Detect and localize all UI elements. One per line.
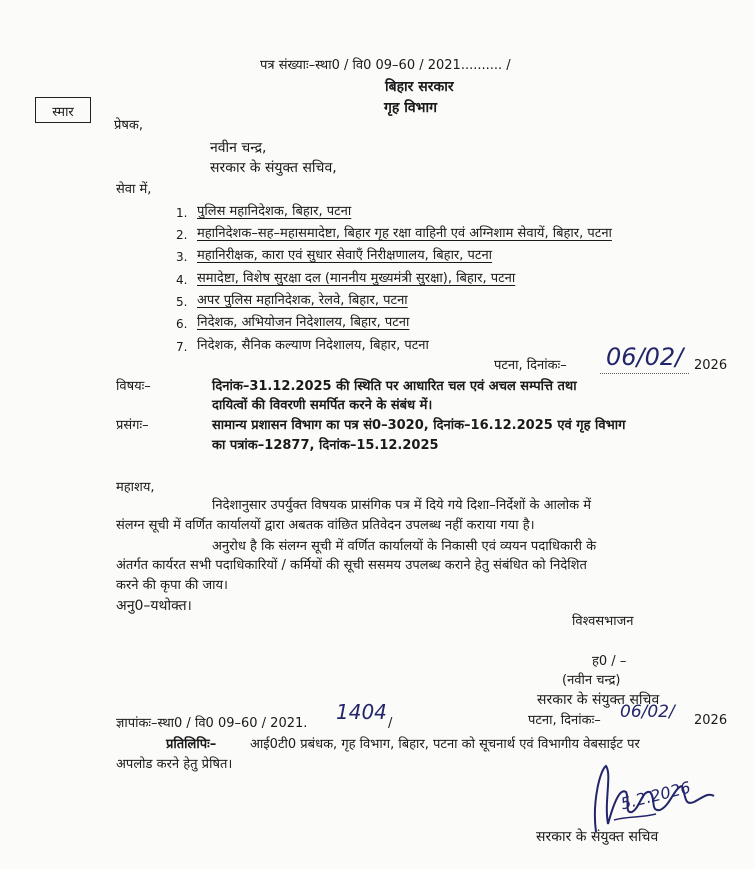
reference-line-1: सामान्य प्रशासन विभाग का पत्र सं0–3020, दिनांक–16.12.2025 एवं गृह विभाग xyxy=(212,418,626,433)
closing-name: (नवीन चन्द्र) xyxy=(562,673,621,688)
sender-label: प्रेषक, xyxy=(114,118,144,133)
memo-end: / xyxy=(388,716,393,731)
enclosure-note: अनु0–यथोक्त। xyxy=(116,598,192,614)
to-label: सेवा में, xyxy=(116,182,152,197)
closing-yours: विश्वसभाजन xyxy=(572,614,634,629)
list-item-number: 7. xyxy=(176,340,188,354)
closing-signed: ह0 / – xyxy=(592,654,627,669)
salutation: महाशय, xyxy=(116,480,155,495)
body-paragraph-2-line-2: अंतर्गत कार्यरत सभी पदाधिकारियों / कर्मियों की सूची ससमय उपलब्ध कराने हेतु संबंधित को निदेशित xyxy=(116,558,587,573)
reference-line-2: का पत्रांक–12877, दिनांक–15.12.2025 xyxy=(212,438,439,453)
list-item-text: निदेशक, अभियोजन निदेशालय, बिहार, पटना xyxy=(197,315,410,330)
list-item-text: महानिरीक्षक, कारा एवं सुधार सेवाएँ निरीक्षणालय, बिहार, पटना xyxy=(197,248,493,263)
department-name: गृह विभाग xyxy=(384,100,437,116)
memo-handwritten-date: 06/02/ xyxy=(620,702,675,722)
subject-line-1: दिनांक–31.12.2025 की स्थिति पर आधारित चल एवं अचल सम्पत्ति तथा xyxy=(212,379,577,394)
memo-handwritten-number: 1404 xyxy=(336,700,387,724)
copy-label: प्रतिलिपिः– xyxy=(166,737,217,752)
list-item-text: अपर पुलिस महानिदेशक, रेलवे, बिहार, पटना xyxy=(197,293,408,308)
date-year: 2026 xyxy=(694,358,728,373)
reminder-badge-label: स्मार xyxy=(52,105,74,120)
list-item-text: महानिदेशक–सह–महासमादेष्टा, बिहार गृह रक्षा वाहिनी एवं अग्निशाम सेवायें, बिहार, पटना xyxy=(197,226,612,241)
signature-designation: सरकार के संयुक्त सचिव xyxy=(536,829,659,845)
list-item-number: 3. xyxy=(176,250,188,264)
list-item-text: निदेशक, सैनिक कल्याण निदेशालय, बिहार, पटना xyxy=(197,338,429,353)
reminder-badge xyxy=(35,97,91,123)
body-paragraph-2-line-1: अनुरोध है कि संलग्न सूची में वर्णित कार्यालयों के निकासी एवं व्ययन पदाधिकारी के xyxy=(212,539,597,554)
list-item-number: 4. xyxy=(176,273,188,287)
list-item-number: 1. xyxy=(176,206,188,220)
government-name: बिहार सरकार xyxy=(385,79,454,95)
sender-name: नवीन चन्द्र, xyxy=(210,140,267,156)
memo-date-prefix: पटना, दिनांकः– xyxy=(528,713,601,728)
subject-label: विषयः– xyxy=(116,379,151,394)
signature-date: 5.2.2026 xyxy=(618,777,693,814)
memo-year: 2026 xyxy=(694,713,728,728)
closing-designation: सरकार के संयुक्त सचिव xyxy=(537,692,660,708)
list-item-number: 6. xyxy=(176,317,188,331)
sender-designation: सरकार के संयुक्त सचिव, xyxy=(210,160,337,176)
subject-line-2: दायित्वों की विवरणी समर्पित करने के संबंध में। xyxy=(212,398,433,413)
list-item-text: पुलिस महानिदेशक, बिहार, पटना xyxy=(197,204,352,219)
body-paragraph-1-line-1: निदेशानुसार उपर्युक्त विषयक प्रासंगिक पत्र में दिये गये दिशा–निर्देशों के आलोक में xyxy=(212,498,591,513)
body-paragraph-2-line-3: करने की कृपा की जाय। xyxy=(116,578,228,593)
copy-line-1: आई0टी0 प्रबंधक, गृह विभाग, बिहार, पटना को सूचनार्थ एवं विभागीय वेबसाईट पर xyxy=(250,737,640,752)
body-paragraph-1-line-2: संलग्न सूची में वर्णित कार्यालयों द्वारा अबतक वांछित प्रतिवेदन उपलब्ध नहीं कराया गया है। xyxy=(116,518,535,533)
reference-label: प्रसंगः– xyxy=(116,418,149,433)
list-item-text: समादेष्टा, विशेष सुरक्षा दल (माननीय मुख्यमंत्री सुरक्षा), बिहार, पटना xyxy=(197,271,516,286)
handwritten-date: 06/02/ xyxy=(600,343,689,374)
copy-line-2: अपलोड करने हेतु प्रेषित। xyxy=(116,757,233,772)
date-prefix: पटना, दिनांकः– xyxy=(494,358,567,373)
memo-number: ज्ञापांकः–स्था0 / वि0 09–60 / 2021. xyxy=(116,716,308,731)
letter-number: पत्र संख्याः–स्था0 / वि0 09–60 / 2021.......... / xyxy=(260,58,511,73)
list-item-number: 2. xyxy=(176,228,188,242)
list-item-number: 5. xyxy=(176,295,188,309)
